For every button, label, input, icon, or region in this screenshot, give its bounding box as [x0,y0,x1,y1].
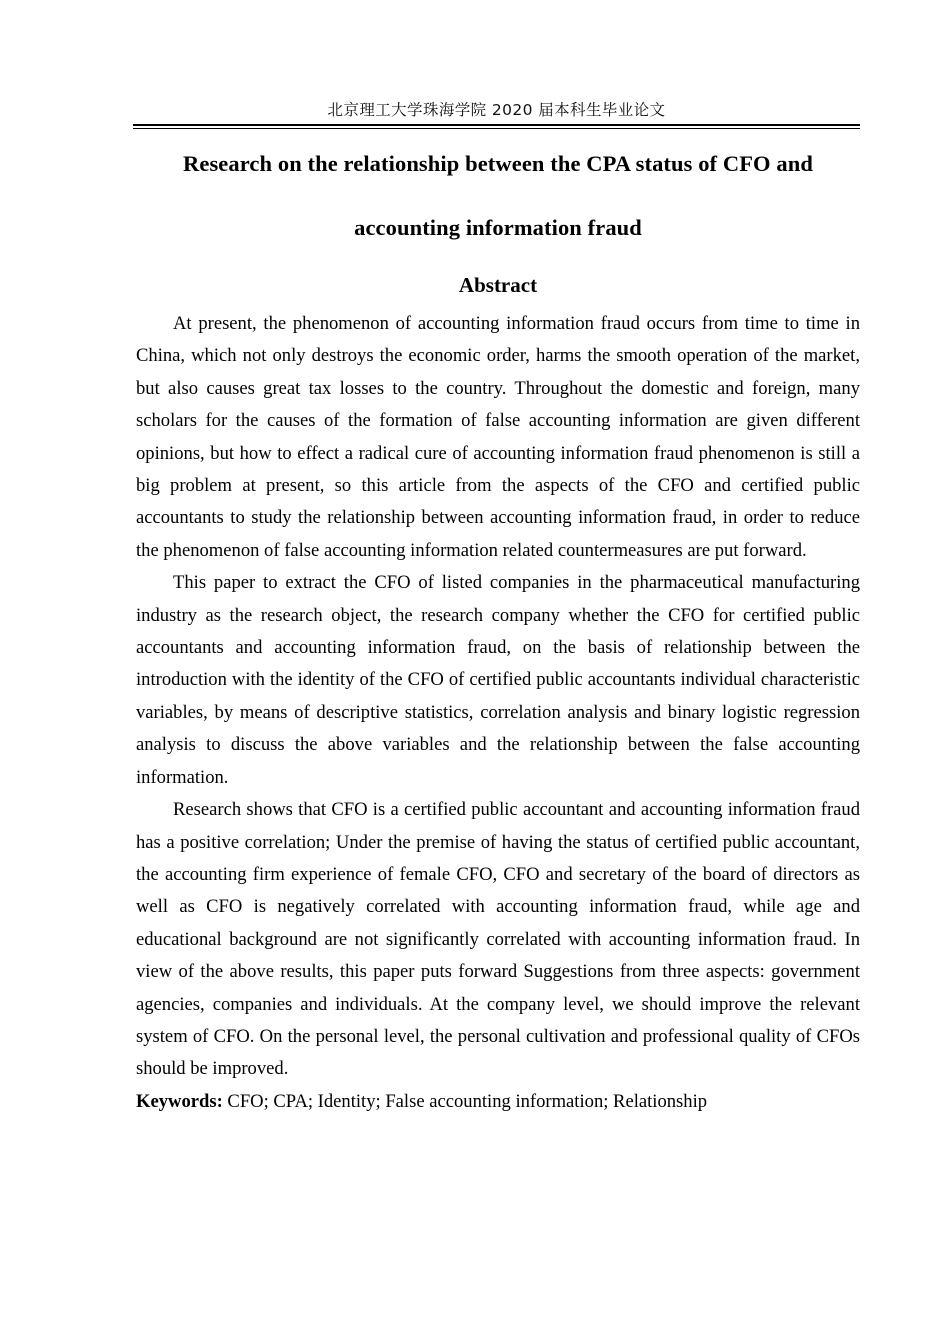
title-line-1: Research on the relationship between the CPA status of CFO and [183,151,813,176]
document-content [136,148,860,1118]
keywords-line [136,1086,860,1118]
abstract-paragraph-2: This paper to extract the CFO of listed companies in the pharmaceutical manufacturing industry as the research object, the research company whether the CFO for certified public accountants and accounting information fraud, on the basis of relationship between the introduction with the identity of the CFO of certified public accountants individual characteristic variables, by means of descriptive statistics, correlation analysis and binary logistic regression analysis to discuss the above variables and the relationship between the false accounting information. [136,572,860,788]
keywords-label: Keywords: [136,1090,223,1112]
title-line-2: accounting information fraud [354,215,642,240]
abstract-paragraph-3: Research shows that CFO is a certified public accountant and accounting information fraud has a positive correlation; Under the premise of having the status of certified public accountant, the accounting firm experience of female CFO, CFO and secretary of the board of directors as well as CFO is negatively correlated with accounting information fraud, while age and educational background are not significantly correlated with accounting information fraud. In view of the above results, this paper puts forward Suggestions from three aspects: government agencies, companies and individuals. At the company level, we should improve the relevant system of CFO. On the personal level, the personal cultivation and professional quality of CFOs should be improved. [136,799,860,1080]
page-title [136,148,860,244]
page-header [133,100,860,129]
abstract-paragraph-1: At present, the phenomenon of accounting information fraud occurs from time to time in China, which not only destroys the economic order, harms the smooth operation of the market, but also causes great tax losses to the country. Throughout the domestic and foreign, many scholars for the causes of the formation of false accounting information are given different opinions, but how to effect a radical cure of accounting information fraud phenomenon is still a big problem at present, so this article from the aspects of the CFO and certified public accountants to study the relationship between accounting information fraud, in order to reduce the phenomenon of false accounting information related countermeasures are put forward. [136,313,860,561]
keywords-value: CFO; CPA; Identity; False accounting information; Relationship [227,1090,708,1112]
abstract-heading: Abstract [458,273,538,297]
header-divider-rule [133,124,860,129]
running-header-text: 北京理工大学珠海学院 2020 届本科生毕业论文 [327,101,666,119]
